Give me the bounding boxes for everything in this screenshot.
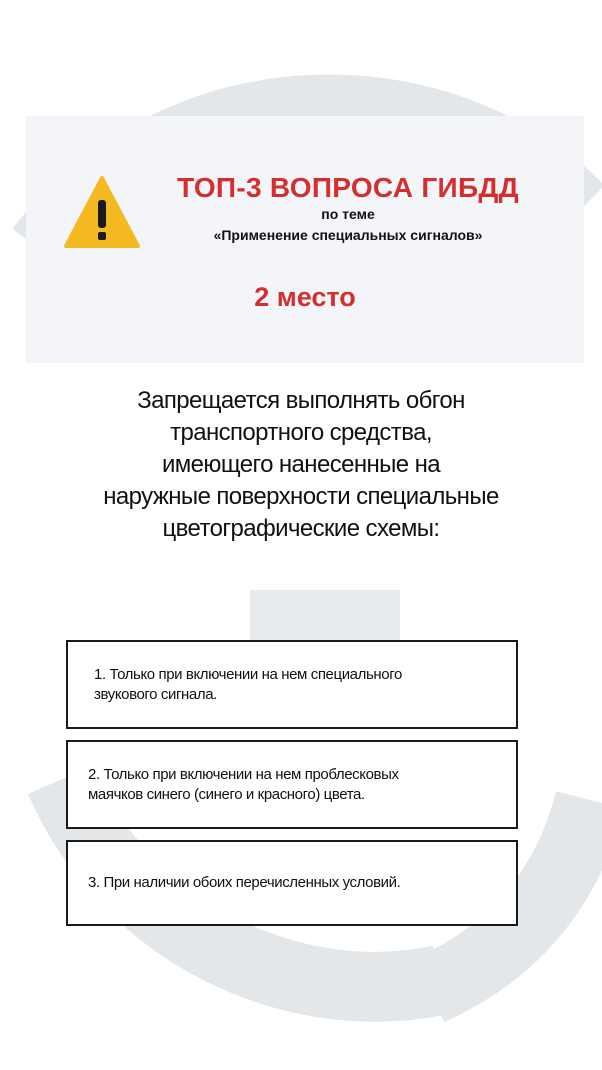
question-line: цветографические схемы: <box>162 515 440 542</box>
answer-line: 2. Только при включении на нем проблесковых <box>88 765 399 783</box>
header-topic: «Применение специальных сигналов» <box>213 227 483 243</box>
answer-option-text <box>68 665 422 705</box>
answer-option-1[interactable] <box>66 640 518 729</box>
header-subtitle: по теме <box>321 206 375 222</box>
question-text <box>40 385 562 545</box>
header-title: ТОП-3 ВОПРОСА ГИБДД <box>177 172 519 203</box>
answer-option-3[interactable] <box>66 840 518 926</box>
answer-option-2[interactable] <box>66 740 518 829</box>
answer-option-text <box>68 873 420 893</box>
question-line: транспортного средства, <box>170 419 432 446</box>
question-line: Запрещается выполнять обгон <box>137 387 465 414</box>
question-line: наружные поверхности специальные <box>103 483 499 510</box>
answer-option-text <box>68 765 419 805</box>
answer-line: 1. Только при включении на нем специального <box>94 665 402 683</box>
answer-line: 3. При наличии обоих перечисленных условий. <box>88 874 401 891</box>
answer-line: маячков синего (синего и красного) цвета. <box>88 785 365 803</box>
place-label: 2 место <box>254 282 356 312</box>
question-line: имеющего нанесенные на <box>161 451 441 478</box>
answer-line: звукового сигнала. <box>94 685 217 703</box>
warning-icon <box>64 176 140 248</box>
